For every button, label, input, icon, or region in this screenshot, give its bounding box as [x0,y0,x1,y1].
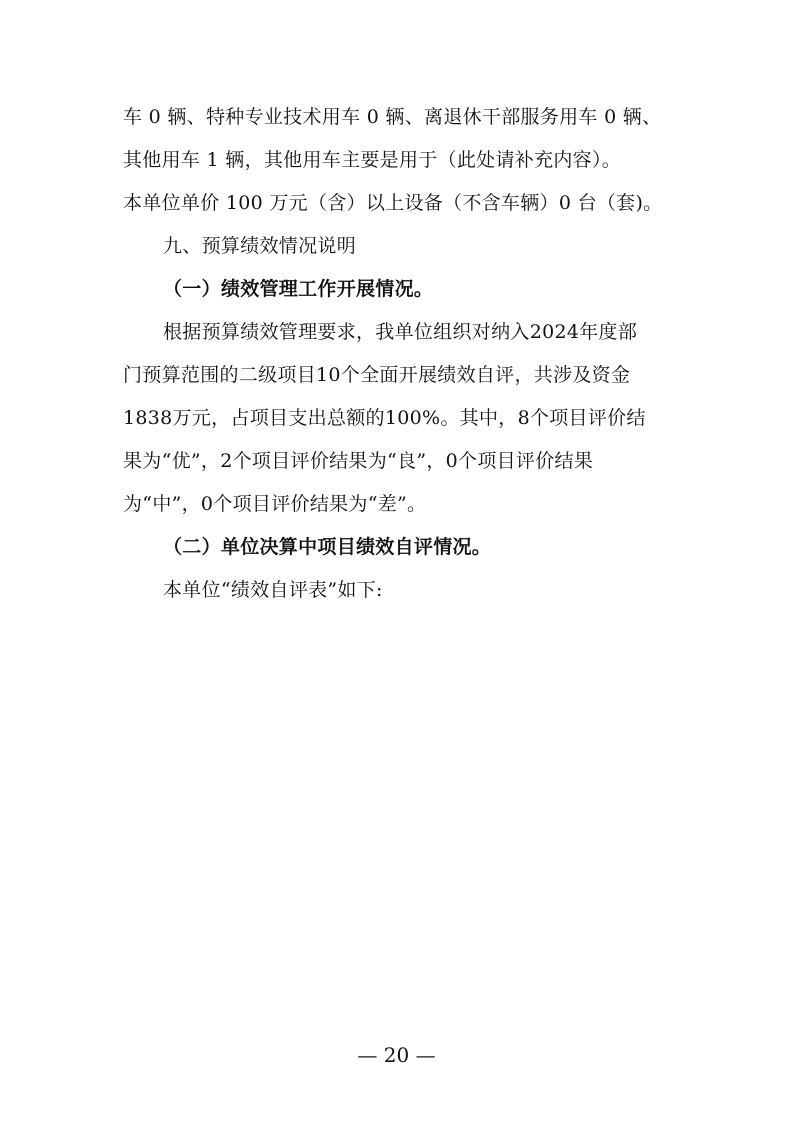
performance-line-4: 果为“优”，2个项目评价结果为“良”，0个项目评价结果 [123,450,594,472]
performance-line-2: 门预算范围的二级项目10个全面开展绩效自评，共涉及资金 [123,364,631,386]
page-number: — 20 — [357,1043,436,1067]
performance-line-1: 根据预算绩效管理要求，我单位组织对纳入2024年度部 [163,321,638,343]
vehicles-line-3: 本单位单价 100 万元（含）以上设备（不含车辆）0 台（套)。 [123,192,663,214]
vehicles-line-1: 车 0 辆、特种专业技术用车 0 辆、离退休干部服务用车 0 辆、 [123,106,662,128]
performance-line-5: 为“中”，0个项目评价结果为“差”。 [123,493,427,515]
performance-line-3: 1838万元，占项目支出总额的100%。其中，8个项目评价结 [123,407,646,429]
vehicles-line-2: 其他用车 1 辆，其他用车主要是用于（此处请补充内容）。 [123,149,622,171]
sub-heading-performance-management: （一）绩效管理工作开展情况。 [163,278,434,300]
sub-heading-self-evaluation: （二）单位决算中项目绩效自评情况。 [163,536,492,558]
table-intro: 本单位“绩效自评表”如下: [163,579,383,601]
section-heading: 九、预算绩效情况说明 [163,235,357,257]
